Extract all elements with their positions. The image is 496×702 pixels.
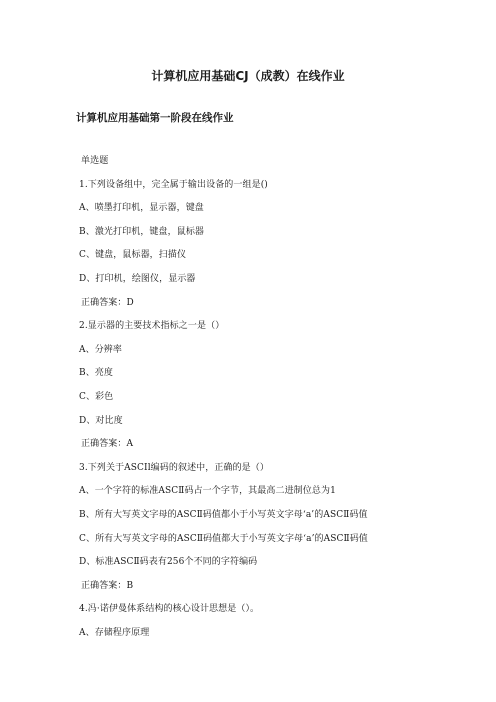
question-4-text: 4.冯·诺伊曼体系结构的核心设计思想是（）。 xyxy=(79,604,260,615)
section-type-label: 单选题 xyxy=(81,156,109,166)
question-3-answer: 正确答案：B xyxy=(81,580,134,591)
section-title: 计算机应用基础第一阶段在线作业 xyxy=(76,112,234,124)
question-3-option-b: B、所有大写英文字母的ASCⅡ码值都小于小写英文字母‘a’的ASCⅡ码值 xyxy=(79,509,368,520)
question-3-option-a: A、一个字符的标准ASCⅡ码占一个字节，其最高二进制位总为1 xyxy=(79,486,336,497)
question-2-option-c: C、彩色 xyxy=(79,391,114,402)
question-3-text: 3.下列关于ASCIl编码的叙述中，正确的是（） xyxy=(79,462,269,473)
question-2-option-b: B、亮度 xyxy=(79,368,114,379)
question-list xyxy=(79,150,479,645)
question-1-option-b: B、激光打印机，键盘，鼠标器 xyxy=(79,226,205,237)
question-2-option-d: D、对比度 xyxy=(79,415,123,426)
question-2-answer: 正确答案：A xyxy=(81,439,134,450)
question-2-text: 2.显示器的主要技术指标之一是（） xyxy=(79,321,225,332)
question-3-option-c: C、所有大写英文字母的ASCⅡ码值都大于小写英文字母‘a’的ASCⅡ码值 xyxy=(79,533,368,544)
question-1-option-a: A、喷墨打印机，显示器，键盘 xyxy=(79,203,204,214)
question-2-option-a: A、分辨率 xyxy=(79,344,122,355)
question-1-option-d: D、打印机，绘图仪，显示器 xyxy=(79,273,196,284)
question-4-option-a: A、存储程序原理 xyxy=(79,627,150,638)
question-1-answer: 正确答案：D xyxy=(81,297,134,308)
question-3-option-d: D、标准ASCⅡ码表有256个不同的字符编码 xyxy=(79,557,258,568)
question-1-text: 1.下列设备组中，完全属于输出设备的一组是() xyxy=(79,179,268,190)
document-title: 计算机应用基础CJ（成教）在线作业 xyxy=(151,69,345,83)
question-1-option-c: C、键盘，鼠标器，扫描仪 xyxy=(79,250,187,261)
